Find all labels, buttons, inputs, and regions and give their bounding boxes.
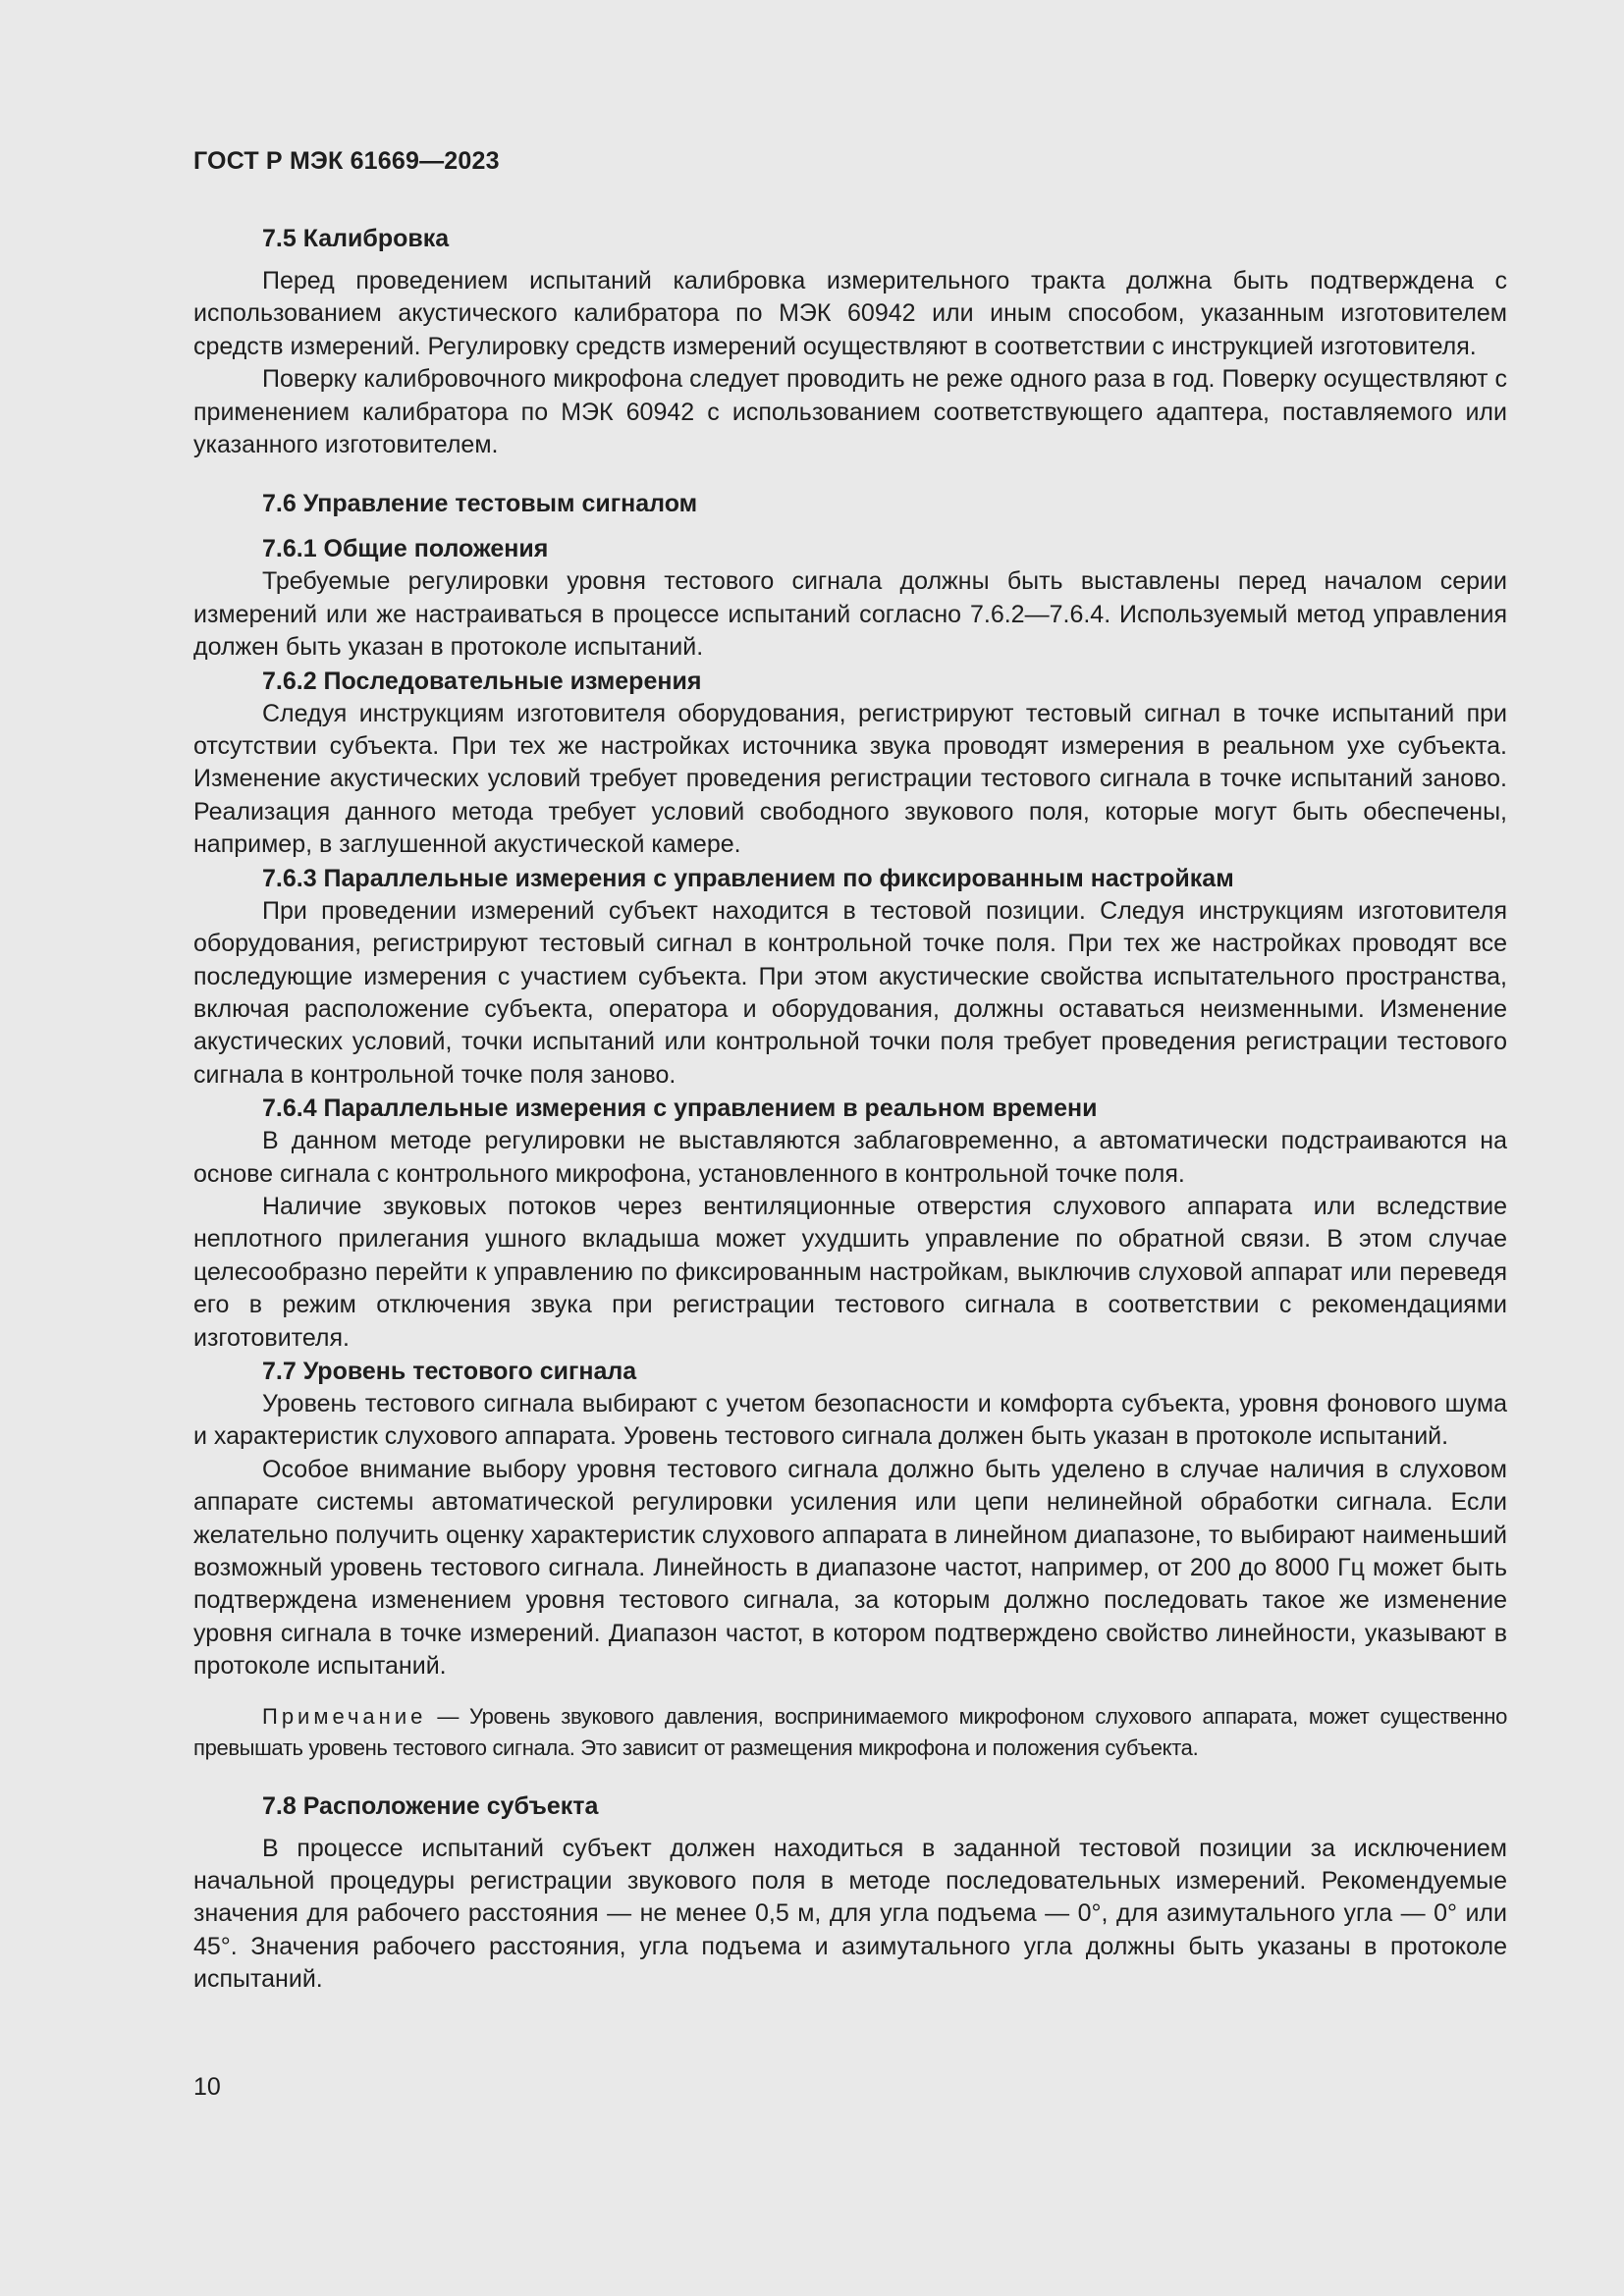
- paragraph: Следуя инструкциям изготовителя оборудования, регистрируют тестовый сигнал в точке испытаний при отсутствии субъекта. При тех же настройках источника звука проводят измерения в реальном ухе субъекта. Изменение акустических условий требует проведения регистрации тестового сигнала в точке испытаний заново. Реализация данного метода требует условий свободного звукового поля, которые могут быть обеспечены, например, в заглушенной акустической камере.: [193, 699, 1507, 859]
- note: [193, 1701, 1507, 1764]
- page-number: 10: [193, 2073, 221, 2101]
- paragraph: В процессе испытаний субъект должен находиться в заданной тестовой позиции за исключением начальной процедуры регистрации звукового поля в методе последовательных измерений. Рекомендуемые значения для рабочего расстояния — не менее 0,5 м, для угла подъема — 0°, для азимутального угла — 0° или 45°. Значения рабочего расстояния, угла подъема и азимутального угла должны быть указаны в протоколе испытаний.: [193, 1834, 1507, 1994]
- paragraph: Наличие звуковых потоков через вентиляционные отверстия слухового аппарата или вследствие неплотного прилегания ушного вкладыша может ухудшить управление по обратной связи. В этом случае целесообразно перейти к управлению по фиксированным настройкам, выключив слуховой аппарат или переведя его в режим отключения звука при регистрации тестового сигнала в соответствии с рекомендациями изготовителя.: [193, 1192, 1507, 1352]
- running-header: ГОСТ Р МЭК 61669—2023: [193, 147, 500, 175]
- page-body: [193, 222, 1507, 1997]
- paragraph: Особое внимание выбору уровня тестового сигнала должно быть уделено в случае наличия в слуховом аппарате системы автоматической регулировки усиления или цепи нелинейной обработки сигнала. Если желательно получить оценку характеристик слухового аппарата в линейном диапазоне, то выбирают наименьший возможный уровень тестового сигнала. Линейность в диапазоне частот, например, от 200 до 8000 Гц может быть подтверждена изменением уровня тестового сигнала, за которым должно последовать такое же изменение уровня сигнала в точке измерений. Диапазон частот, в котором подтверждено свойство линейности, указывают в протоколе испытаний.: [193, 1455, 1507, 1681]
- subsection-heading: 7.6.3 Параллельные измерения с управлением по фиксированным настройкам: [262, 864, 1234, 892]
- section-7-8: [193, 1789, 1507, 1997]
- section-heading: 7.7 Уровень тестового сигнала: [262, 1357, 637, 1385]
- note-text: — Уровень звукового давления, воспринимаемого микрофоном слухового аппарата, может существенно превышать уровень тестового сигнала. Это зависит от размещения микрофона и положения субъекта.: [193, 1703, 1507, 1760]
- subsection-7-6-4: [193, 1092, 1507, 1355]
- paragraph: Уровень тестового сигнала выбирают с учетом безопасности и комфорта субъекта, уровня фонового шума и характеристик слухового аппарата. Уровень тестового сигнала должен быть указан в протоколе испытаний.: [193, 1389, 1507, 1451]
- section-heading: 7.6 Управление тестовым сигналом: [262, 490, 698, 518]
- subsection-heading: 7.6.2 Последовательные измерения: [262, 667, 702, 695]
- paragraph: Поверку калибровочного микрофона следует проводить не реже одного раза в год. Поверку осуществляют с применением калибратора по МЭК 60942 с использованием соответствующего адаптера, поставляемого или указанного изготовителем.: [193, 365, 1507, 459]
- subsection-heading: 7.6.4 Параллельные измерения с управлением в реальном времени: [262, 1095, 1098, 1123]
- paragraph: Требуемые регулировки уровня тестового сигнала должны быть выставлены перед началом серии измерений или же настраиваться в процессе испытаний согласно 7.6.2—7.6.4. Используемый метод управления должен быть указан в протоколе испытаний.: [193, 567, 1507, 662]
- subsection-7-6-2: [193, 665, 1507, 862]
- section-heading: 7.5 Калибровка: [262, 225, 450, 252]
- section-7-6: [193, 487, 1507, 1355]
- section-heading: 7.8 Расположение субъекта: [262, 1791, 599, 1820]
- paragraph: В данном методе регулировки не выставляются заблаговременно, а автоматически подстраиваются на основе сигнала с контрольного микрофона, установленного в контрольной точке поля.: [193, 1127, 1507, 1188]
- subsection-heading: 7.6.1 Общие положения: [262, 535, 549, 563]
- section-7-5: [193, 222, 1507, 461]
- subsection-7-6-1: [193, 532, 1507, 664]
- section-7-7: [193, 1355, 1507, 1764]
- note-label: Примечание: [262, 1703, 427, 1729]
- subsection-7-6-3: [193, 862, 1507, 1092]
- paragraph: Перед проведением испытаний калибровка измерительного тракта должна быть подтверждена с использованием акустического калибратора по МЭК 60942 или иным способом, указанным изготовителем средств измерений. Регулировку средств измерений осуществляют в соответствии с инструкцией изготовителя.: [193, 267, 1507, 360]
- paragraph: При проведении измерений субъект находится в тестовой позиции. Следуя инструкциям изготовителя оборудования, регистрируют тестовый сигнал в контрольной точке поля. При тех же настройках проводят все последующие измерения с участием субъекта. При этом акустические свойства испытательного пространства, включая расположение субъекта, оператора и оборудования, должны оставаться неизменными. Изменение акустических условий, точки испытаний или контрольной точки поля требует проведения регистрации тестового сигнала в контрольной точке поля заново.: [193, 896, 1507, 1089]
